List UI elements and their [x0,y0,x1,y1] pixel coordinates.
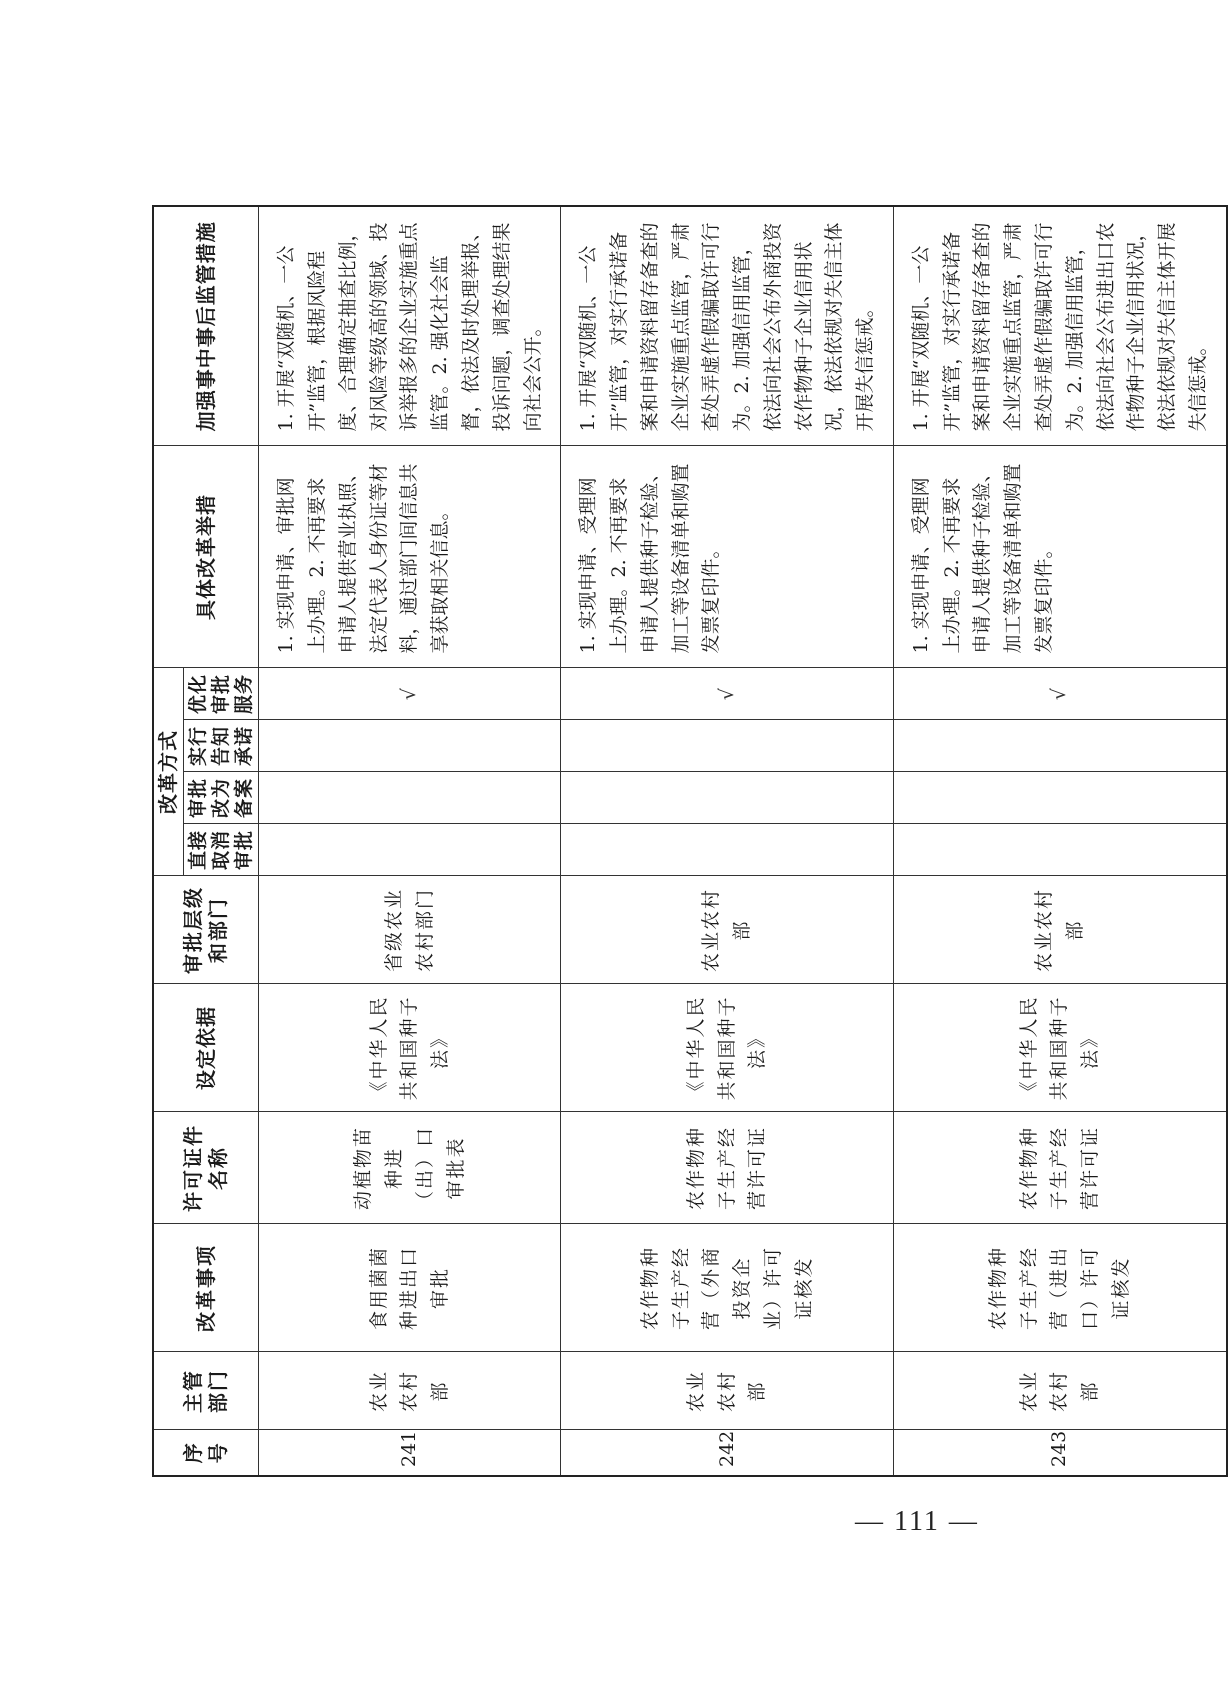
table-row [561,206,894,1476]
cell-measures: 1. 实现申请、审批网上办理。2. 不再要求申请人提供营业执照、法定代表人身份证等材料，通过部门间信息共享获取相关信息。 [259,446,561,668]
reform-table [152,205,1228,1477]
cell-method-commitment [561,720,894,772]
cell-item: 食用菌菌种进出口审批 [259,1224,561,1352]
header-method-cancel: 直接取消审批 [184,824,259,876]
page-number: — 111 — [855,1506,979,1537]
cell-measures: 1. 实现申请、受理网上办理。2. 不再要求申请人提供种子检验、加工等设备清单和购置发票复印件。 [561,446,894,668]
header-measures: 具体改革举措 [153,446,259,668]
cell-item: 农作物种子生产经营（进出口）许可证核发 [893,1224,1226,1352]
cell-seq: 241 [259,1430,561,1476]
header-method-optimize: 优化审批服务 [184,668,259,720]
cell-method-cancel [561,824,894,876]
header-basis: 设定依据 [153,984,259,1112]
cell-level: 农业农村部 [893,876,1226,984]
header-method-group: 改革方式 [153,668,184,876]
cell-method-cancel [259,824,561,876]
cell-method-commitment [259,720,561,772]
cell-level: 省级农业农村部门 [259,876,561,984]
cell-supervision: 1. 开展“双随机、一公开”监管，对实行承诺备案和申请资料留存备查的企业实施重点监管，严肃查处弄虚作假骗取许可行为。2. 加强信用监管，依法向社会公布进出口农作物种子企业信用状况，依法依规对失信主体开展失信惩戒。 [893,206,1226,446]
cell-license: 农作物种子生产经营许可证 [561,1112,894,1224]
cell-license: 动植物苗种进（出）口审批表 [259,1112,561,1224]
rotated-table-container [152,207,1209,1477]
cell-level: 农业农村部 [561,876,894,984]
cell-license: 农作物种子生产经营许可证 [893,1112,1226,1224]
cell-dept: 农业农村部 [893,1352,1226,1430]
cell-dept: 农业农村部 [561,1352,894,1430]
table-row [893,206,1226,1476]
header-row-1 [153,206,184,1476]
header-seq: 序号 [153,1430,259,1476]
cell-item: 农作物种子生产经营（外商投资企业）许可证核发 [561,1224,894,1352]
header-method-commitment: 实行告知承诺 [184,720,259,772]
table-row [259,206,561,1476]
cell-basis: 《中华人民共和国种子法》 [561,984,894,1112]
header-dept: 主管部门 [153,1352,259,1430]
cell-method-optimize: √ [561,668,894,720]
cell-method-filing [259,772,561,824]
cell-seq: 243 [893,1430,1226,1476]
header-supervision: 加强事中事后监管措施 [153,206,259,446]
cell-supervision: 1. 开展“双随机、一公开”监管，对实行承诺备案和申请资料留存备查的企业实施重点监管，严肃查处弄虚作假骗取许可行为。2. 加强信用监管，依法向社会公布外商投资农作物种子企业信用状况，依法依规对失信主体开展失信惩戒。 [561,206,894,446]
cell-basis: 《中华人民共和国种子法》 [893,984,1226,1112]
cell-method-cancel [893,824,1226,876]
cell-dept: 农业农村部 [259,1352,561,1430]
header-license: 许可证件名称 [153,1112,259,1224]
cell-seq: 242 [561,1430,894,1476]
header-method-filing: 审批改为备案 [184,772,259,824]
cell-basis: 《中华人民共和国种子法》 [259,984,561,1112]
cell-method-filing [561,772,894,824]
cell-method-optimize: √ [259,668,561,720]
header-item: 改革事项 [153,1224,259,1352]
cell-measures: 1. 实现申请、受理网上办理。2. 不再要求申请人提供种子检验、加工等设备清单和购置发票复印件。 [893,446,1226,668]
cell-method-commitment [893,720,1226,772]
cell-method-optimize: √ [893,668,1226,720]
cell-supervision: 1. 开展“双随机、一公开”监管，根据风险程度、合理确定抽查比例，对风险等级高的领域、投诉举报多的企业实施重点监管。2. 强化社会监督，依法及时处理举报、投诉问题，调查处理结果向社会公开。 [259,206,561,446]
cell-method-filing [893,772,1226,824]
header-level: 审批层级和部门 [153,876,259,984]
